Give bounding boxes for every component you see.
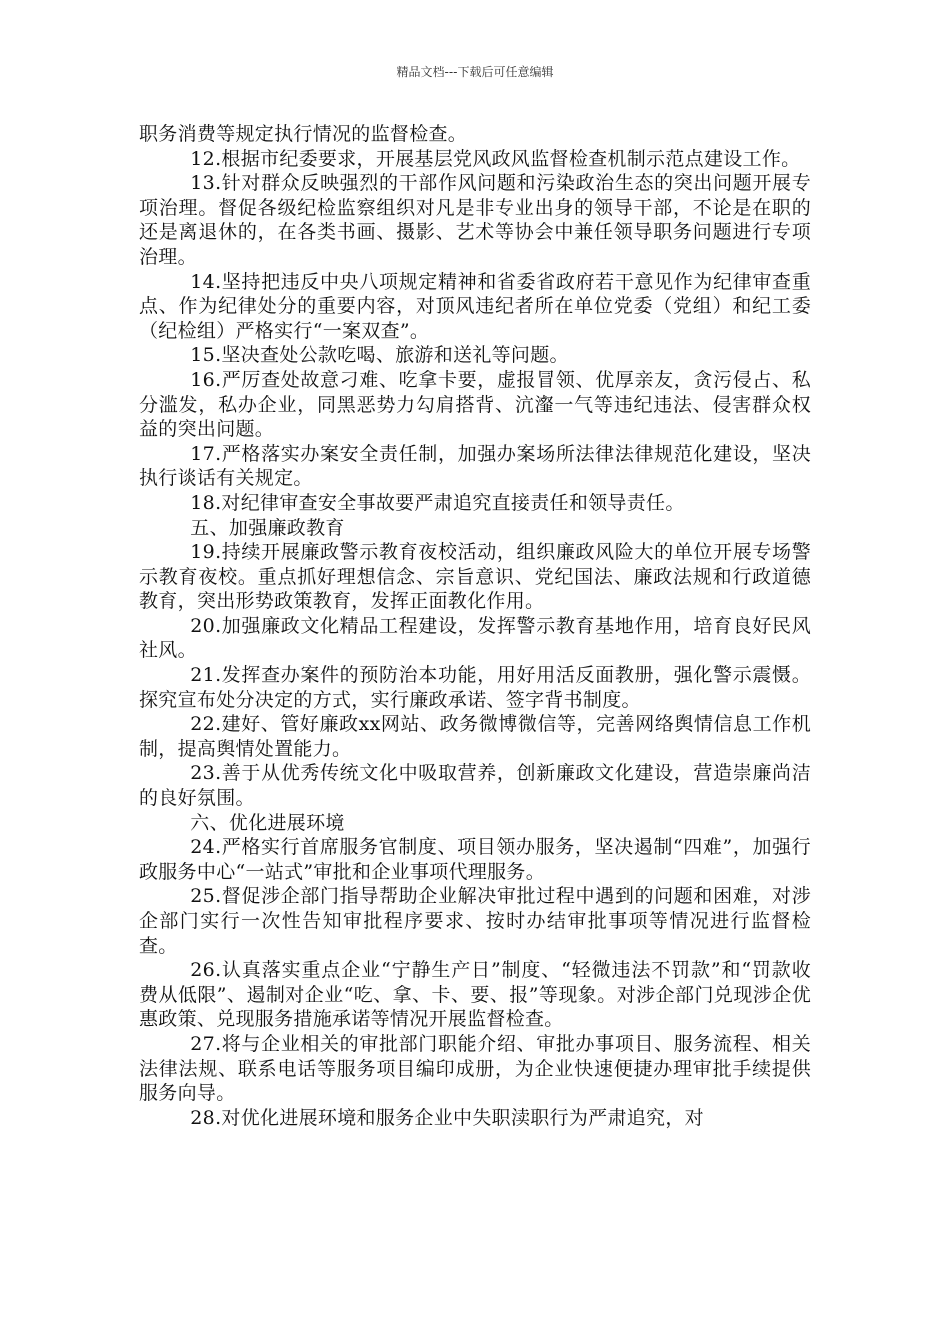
page-header: 精品文档---下载后可任意编辑 (396, 65, 554, 79)
section-heading-6: 六、优化进展环境 (190, 811, 345, 834)
paragraph-item-23: 23.善于从优秀传统文化中吸取营养，创新廉政文化建设，营造崇廉尚洁的良好氛围。 (139, 762, 811, 810)
paragraph-item-20: 20.加强廉政文化精品工程建设，发挥警示教育基地作用，培育良好民风社风。 (139, 614, 811, 662)
paragraph-item-17: 17.严格落实办案安全责任制，加强办案场所法律法律规范化建设，坚决执行谈话有关规定。 (139, 442, 811, 490)
paragraph-item-27: 27.将与企业相关的审批部门职能介绍、审批办事项目、服务流程、相关法律法规、联系电话等服务项目编印成册，为企业快速便捷办理审批手续提供服务向导。 (139, 1032, 811, 1105)
paragraph-item-19: 19.持续开展廉政警示教育夜校活动，组织廉政风险大的单位开展专场警示教育夜校。重点抓好理想信念、宗旨意识、党纪国法、廉政法规和行政道德教育，突出形势政策教育，发挥正面教化作用。 (139, 541, 811, 613)
paragraph-item-25: 25.督促涉企部门指导帮助企业解决审批过程中遇到的问题和困难，对涉企部门实行一次性告知审批程序要求、按时办结审批事项等情况进行监督检查。 (139, 885, 811, 957)
document-body (139, 122, 811, 1130)
paragraph-item-15: 15.坚决查处公款吃喝、旅游和送礼等问题。 (190, 344, 569, 367)
paragraph-item-14: 14.坚持把违反中央八项规定精神和省委省政府若干意见作为纪律审查重点、作为纪律处分的重要内容，对顶风违纪者所在单位党委（党组）和纪工委（纪检组）严格实行“一案双查”。 (139, 270, 811, 342)
paragraph-item-26: 26.认真落实重点企业“宁静生产日”制度、“轻微违法不罚款”和“罚款收费从低限”、遏制对企业“吃、拿、卡、要、报”等现象。对涉企部门兑现涉企优惠政策、兑现服务措施承诺等情况开展监督检查。 (139, 959, 811, 1031)
paragraph-item-12: 12.根据市纪委要求，开展基层党风政风监督检查机制示范点建设工作。 (190, 147, 801, 170)
paragraph-item-28: 28.对优化进展环境和服务企业中失职渎职行为严肃追究，对 (190, 1106, 704, 1129)
section-heading-5: 五、加强廉政教育 (190, 516, 345, 539)
paragraph-item-16: 16.严厉查处故意刁难、吃拿卡要，虚报冒领、优厚亲友，贪污侵占、私分滥发，私办企业，同黑恶势力勾肩搭背、沆瀣一气等违纪违法、侵害群众权益的突出问题。 (139, 368, 811, 441)
paragraph-continuation: 职务消费等规定执行情况的监督检查。 (139, 123, 468, 145)
paragraph-item-21: 21.发挥查办案件的预防治本功能，用好用活反面教册，强化警示震慑。探究宣布处分决定的方式，实行廉政承诺、签字背书制度。 (139, 664, 811, 711)
paragraph-item-18: 18.对纪律审查安全事故要严肃追究直接责任和领导责任。 (190, 491, 685, 514)
paragraph-item-24: 24.严格实行首席服务官制度、项目领办服务，坚决遏制“四难”，加强行政服务中心“一站式”审批和企业事项代理服务。 (139, 836, 811, 883)
paragraph-item-13: 13.针对群众反映强烈的干部作风问题和污染政治生态的突出问题开展专项治理。督促各级纪检监察组织对凡是非专业出身的领导干部，不论是在职的还是离退休的，在各类书画、摄影、艺术等协会中兼任领导职务问题进行专项治理。 (139, 172, 811, 268)
paragraph-item-22: 22.建好、管好廉政xx网站、政务微博微信等，完善网络舆情信息工作机制，提高舆情处置能力。 (139, 713, 811, 760)
